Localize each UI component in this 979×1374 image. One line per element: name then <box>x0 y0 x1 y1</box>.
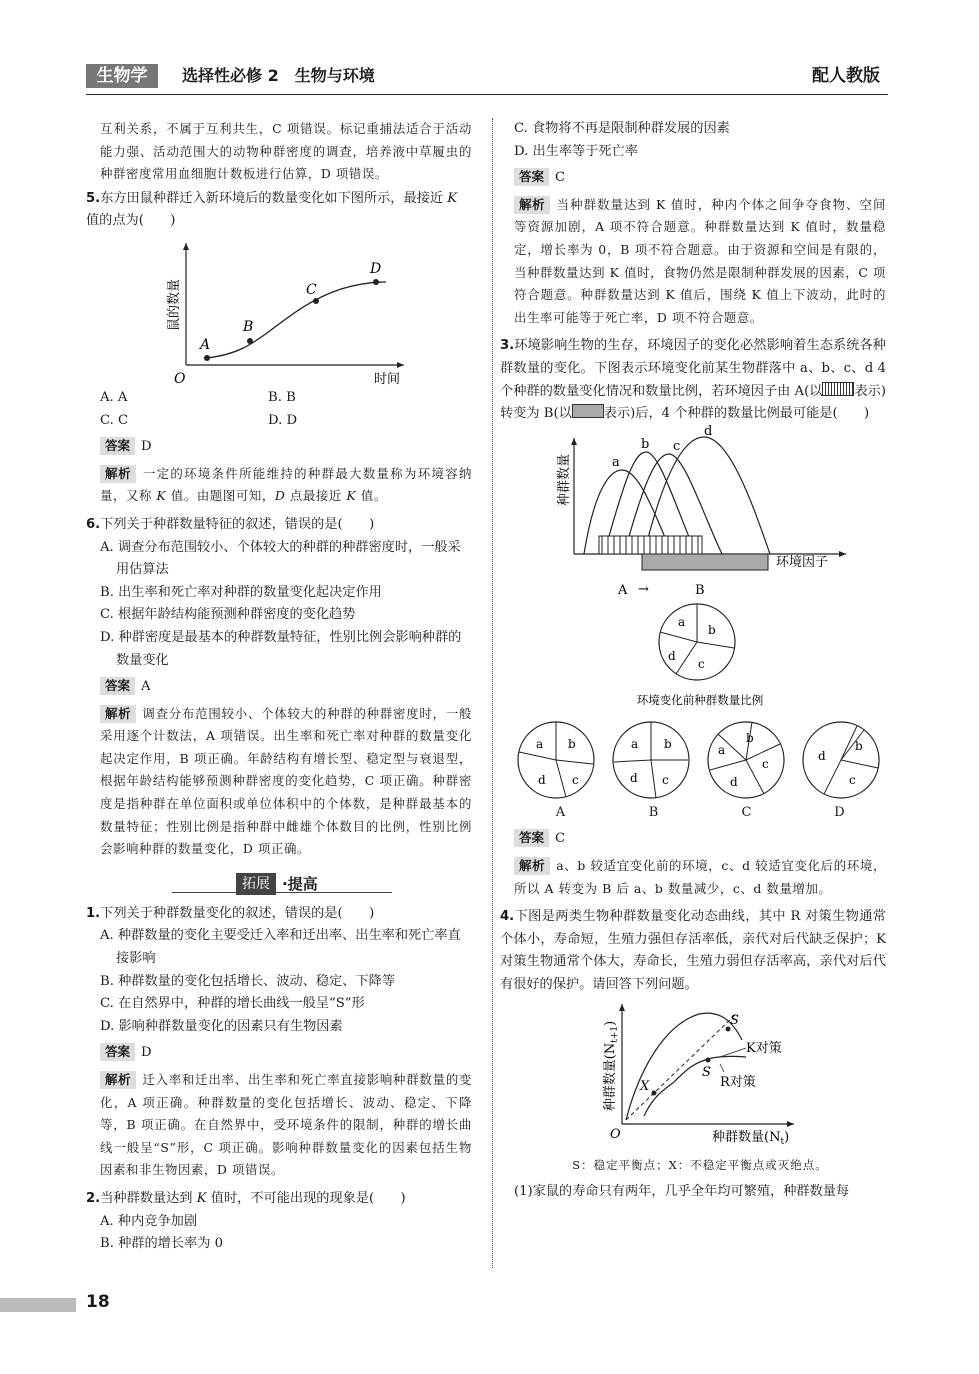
e2-option-b[interactable]: B. 种群的增长率为 0 <box>100 1236 223 1252</box>
point-d <box>373 279 379 285</box>
e1-option-b[interactable]: B. 种群数量的变化包括增长、波动、稳定、下降等 <box>100 973 396 989</box>
subject-tab: 生物学 <box>86 64 158 88</box>
svg-text:d: d <box>818 748 826 763</box>
point-x <box>652 1091 657 1096</box>
gray-bar-b <box>642 554 768 570</box>
q5-option-b[interactable]: B. B <box>268 389 296 405</box>
pie-label-c[interactable]: C <box>741 804 752 820</box>
pie-option-d <box>803 722 879 798</box>
pie-option-b <box>613 722 689 798</box>
book-title: 选择性必修 2 生物与环境 <box>182 66 375 85</box>
q5-options-row2 <box>100 410 472 433</box>
continued-explanation: 互利关系，不属于互利共生，C 项错误。标记重捕法适合于活动能力强、活动范围大的动物种群密度的调查，培养液中草履虫的种群密度常用血细胞计数板进行估算，D 项错误。 <box>100 121 472 182</box>
q6-explanation: 解析 调查分布范围较小、个体较大的种群的种群密度时，一般采用逐个计数法，A 项错误。出生率和死亡率对种群的数量变化起决定作用，B 项正确。年龄结构有增长型、稳定型与衰退型，根据年龄结构能够预测种群密度的变化趋势，C 项正确。种群密度是指种群在单位面积或单位体积中的个体数，是种群最基本的数量特征；性别比例是指种群中雌雄个体数目的比例，性别比例会影响种群的数量变化，D 项正确。 <box>100 705 472 857</box>
diagonal-line <box>626 1014 736 1120</box>
q5-explanation: 解析 一定的环境条件所能维持的种群最大数量称为环境容纳量，又称 K 值。由题图可知，D 点最接近 K 值。 <box>100 465 472 504</box>
pie-label-a[interactable]: A <box>555 804 566 820</box>
svg-text:b: b <box>708 622 716 637</box>
k-r-strategy-graph <box>514 1000 886 1150</box>
q6-option-a[interactable]: A. 调查分布范围较小、个体较大的种群的种群密度时，一般采用估算法 <box>100 539 461 578</box>
svg-text:c: c <box>662 772 669 787</box>
pie-option-a <box>518 722 594 798</box>
right-column <box>500 118 886 1204</box>
q5-answer: 答案 D <box>100 436 472 459</box>
svg-text:b: b <box>664 736 672 751</box>
gray-legend-icon <box>572 404 604 418</box>
x-axis-label: 种群数量$(N_t)$ <box>712 1130 790 1148</box>
section-word: ·提高 <box>282 874 318 893</box>
env-to-label: B <box>695 582 705 598</box>
svg-text:b: b <box>568 736 576 751</box>
x-point-label: X <box>640 1079 650 1095</box>
svg-text:b: b <box>855 738 863 753</box>
svg-text:c: c <box>762 756 769 771</box>
mouse-population-graph <box>86 237 472 387</box>
point-c <box>313 298 319 304</box>
point-b <box>247 338 253 344</box>
pie-option-labels <box>514 802 886 825</box>
curve-label-d: d <box>704 423 713 439</box>
e2-answer: 答案 C <box>514 167 886 190</box>
e3-explanation: 解析 a、b 较适宜变化前的环境，c、d 较适宜变化后的环境，所以 A 转变为 B 后 a、b 数量减少，c、d 数量增加。 <box>514 857 886 896</box>
section-extension-heading <box>86 871 472 899</box>
column-divider <box>492 118 493 1268</box>
svg-text:d: d <box>538 772 546 787</box>
hatch-legend-icon <box>822 382 854 396</box>
ext-question-2: 2.当种群数量达到 K 值时，不可能出现的现象是( ) <box>86 1190 406 1206</box>
e2-option-d[interactable]: D. 出生率等于死亡率 <box>514 143 638 159</box>
page-header <box>86 58 888 95</box>
svg-text:a: a <box>718 742 726 757</box>
q5-option-a[interactable]: A. A <box>100 389 128 405</box>
env-arrow: → <box>638 581 649 597</box>
q5-options-row1 <box>100 387 472 410</box>
q6-option-b[interactable]: B. 出生率和死亡率对种群的数量变化起决定作用 <box>100 584 382 600</box>
r-strategy-curve <box>626 1014 742 1121</box>
community-curves-graph <box>514 423 886 602</box>
e2-option-c[interactable]: C. 食物将不再是限制种群发展的因素 <box>514 121 730 136</box>
pie-before <box>659 604 735 680</box>
point-label-a: A <box>200 336 211 353</box>
s-point-label-2: S <box>730 1013 739 1029</box>
ext-question-1: 1.下列关于种群数量变化的叙述，错误的是( ) <box>86 905 375 921</box>
ext-question-4: 4.下图是两类生物种群数量变化动态曲线，其中 R 对策生物通常个体小，寿命短，生殖力强但存活率低，亲代对后代缺乏保护；K 对策生物通常个体大，寿命长，生殖力弱但存活率高，亲代对后代有很好的保护。请回答下列问题。 <box>500 909 886 992</box>
y-axis-label: 鼠的数量 <box>167 278 182 331</box>
point-label-b: B <box>243 318 254 335</box>
svg-text:a: a <box>678 614 686 629</box>
q6-option-d[interactable]: D. 种群密度是最基本的种群数量特征，性别比例会影响种群的数量变化 <box>100 629 462 668</box>
pie-charts <box>514 602 886 802</box>
question-6: 6.下列关于种群数量特征的叙述，错误的是( ) <box>86 516 375 532</box>
edition-label: 配人教版 <box>812 66 880 86</box>
q5-option-d[interactable]: D. D <box>268 412 298 428</box>
ext-question-3: 3.环境影响生物的生存，环境因子的变化必然影响着生态系统各种群数量的变化。下图表示环境变化前某生物群落中 a、b、c、d 4 个种群的数量变化情况和数量比例，若环境因子由 A(以 表示)转变为 B(以 表示)后，4 个种群的数量比例最可能是( ) <box>500 338 886 422</box>
svg-text:c: c <box>849 772 856 787</box>
q6-answer: 答案 A <box>100 676 472 699</box>
r-strategy-label: R对策 <box>720 1075 756 1091</box>
left-column <box>86 118 472 1256</box>
y-axis-label: 种群数量$(N_{t+1})$ <box>603 1021 620 1112</box>
y-axis-label: 种群数量 <box>557 453 572 506</box>
e1-answer: 答案 D <box>100 1042 472 1065</box>
curve-label-a: a <box>612 454 620 470</box>
x-axis-label: 环境因子 <box>776 554 829 570</box>
e1-option-c[interactable]: C. 在自然界中，种群的增长曲线一般呈“S”形 <box>100 996 365 1012</box>
svg-text:b: b <box>746 730 754 745</box>
e2-explanation: 解析 当种群数量达到 K 值时，种内个体之间争夺食物、空间等资源加剧，A 项不符合题意。种群数量达到 K 值时，数量稳定，增长率为 0，B 项不符合题意。由于资源和空间是有限的，当种群数量达到 K 值时，食物仍然是限制种群发展的因素，C 项符合题意。种群数量达到 K 值后，围绕 K 值上下波动，此时的出生率可能等于死亡率，D 项不符合题意。 <box>514 196 886 325</box>
point-s-k <box>706 1058 711 1063</box>
e1-explanation: 解析 迁入率和迁出率、出生率和死亡率直接影响种群数量的变化，A 项正确。种群数量的变化包括增长、波动、稳定、下降等，B 项正确。在自然界中，受环境条件的限制，种群的增长曲线一般呈“S”形，C 项正确。影响种群数量变化的因素包括生物因素和非生物因素，D 项错误。 <box>100 1072 472 1178</box>
page-number: 18 <box>86 1292 110 1312</box>
x-axis-label: 时间 <box>374 371 401 387</box>
origin-label: O <box>174 370 186 387</box>
s-point-label: S <box>702 1065 711 1081</box>
svg-text:d: d <box>630 770 638 785</box>
e2-option-a[interactable]: A. 种内竞争加剧 <box>100 1213 198 1229</box>
curve-label-c: c <box>673 438 681 454</box>
point-a <box>204 355 210 361</box>
svg-text:c: c <box>698 656 705 671</box>
hatched-bar-a <box>599 536 702 554</box>
pie-label-d[interactable]: D <box>834 804 845 820</box>
point-label-d: D <box>370 260 382 277</box>
section-badge: 拓展 <box>236 873 276 895</box>
svg-text:a: a <box>631 736 639 751</box>
q5-option-c[interactable]: C. C <box>100 412 129 428</box>
svg-text:c: c <box>572 772 579 787</box>
origin-label: O <box>610 1127 621 1143</box>
curve-label-b: b <box>641 436 650 452</box>
e4-subquestion-1: (1)家鼠的寿命只有两年，几乎全年均可繁殖，种群数量每 <box>514 1184 850 1200</box>
pie-option-c <box>708 722 784 798</box>
e3-answer: 答案 C <box>514 828 886 851</box>
pie-label-b[interactable]: B <box>648 804 659 820</box>
question-5: 5.东方田鼠种群迁入新环境后的数量变化如下图所示，最接近 K 值的点为( ) <box>86 190 458 229</box>
pie-caption: 环境变化前种群数量比例 <box>636 692 764 707</box>
point-label-c: C <box>306 281 317 298</box>
e1-option-a[interactable]: A. 种群数量的变化主要受迁入率和迁出率、出生率和死亡率直接影响 <box>100 928 461 967</box>
svg-text:a: a <box>536 736 544 751</box>
e1-option-d[interactable]: D. 影响种群数量变化的因素只有生物因素 <box>100 1018 343 1034</box>
svg-text:d: d <box>730 774 738 789</box>
footer-bar <box>0 1298 76 1312</box>
env-from-label: A <box>618 582 628 598</box>
k-r-caption: S：稳定平衡点；X：不稳定平衡点或灭绝点。 <box>572 1158 828 1173</box>
svg-text:d: d <box>668 648 676 663</box>
q6-option-c[interactable]: C. 根据年龄结构能预测种群密度的变化趋势 <box>100 607 356 623</box>
k-strategy-label: K对策 <box>746 1041 782 1057</box>
